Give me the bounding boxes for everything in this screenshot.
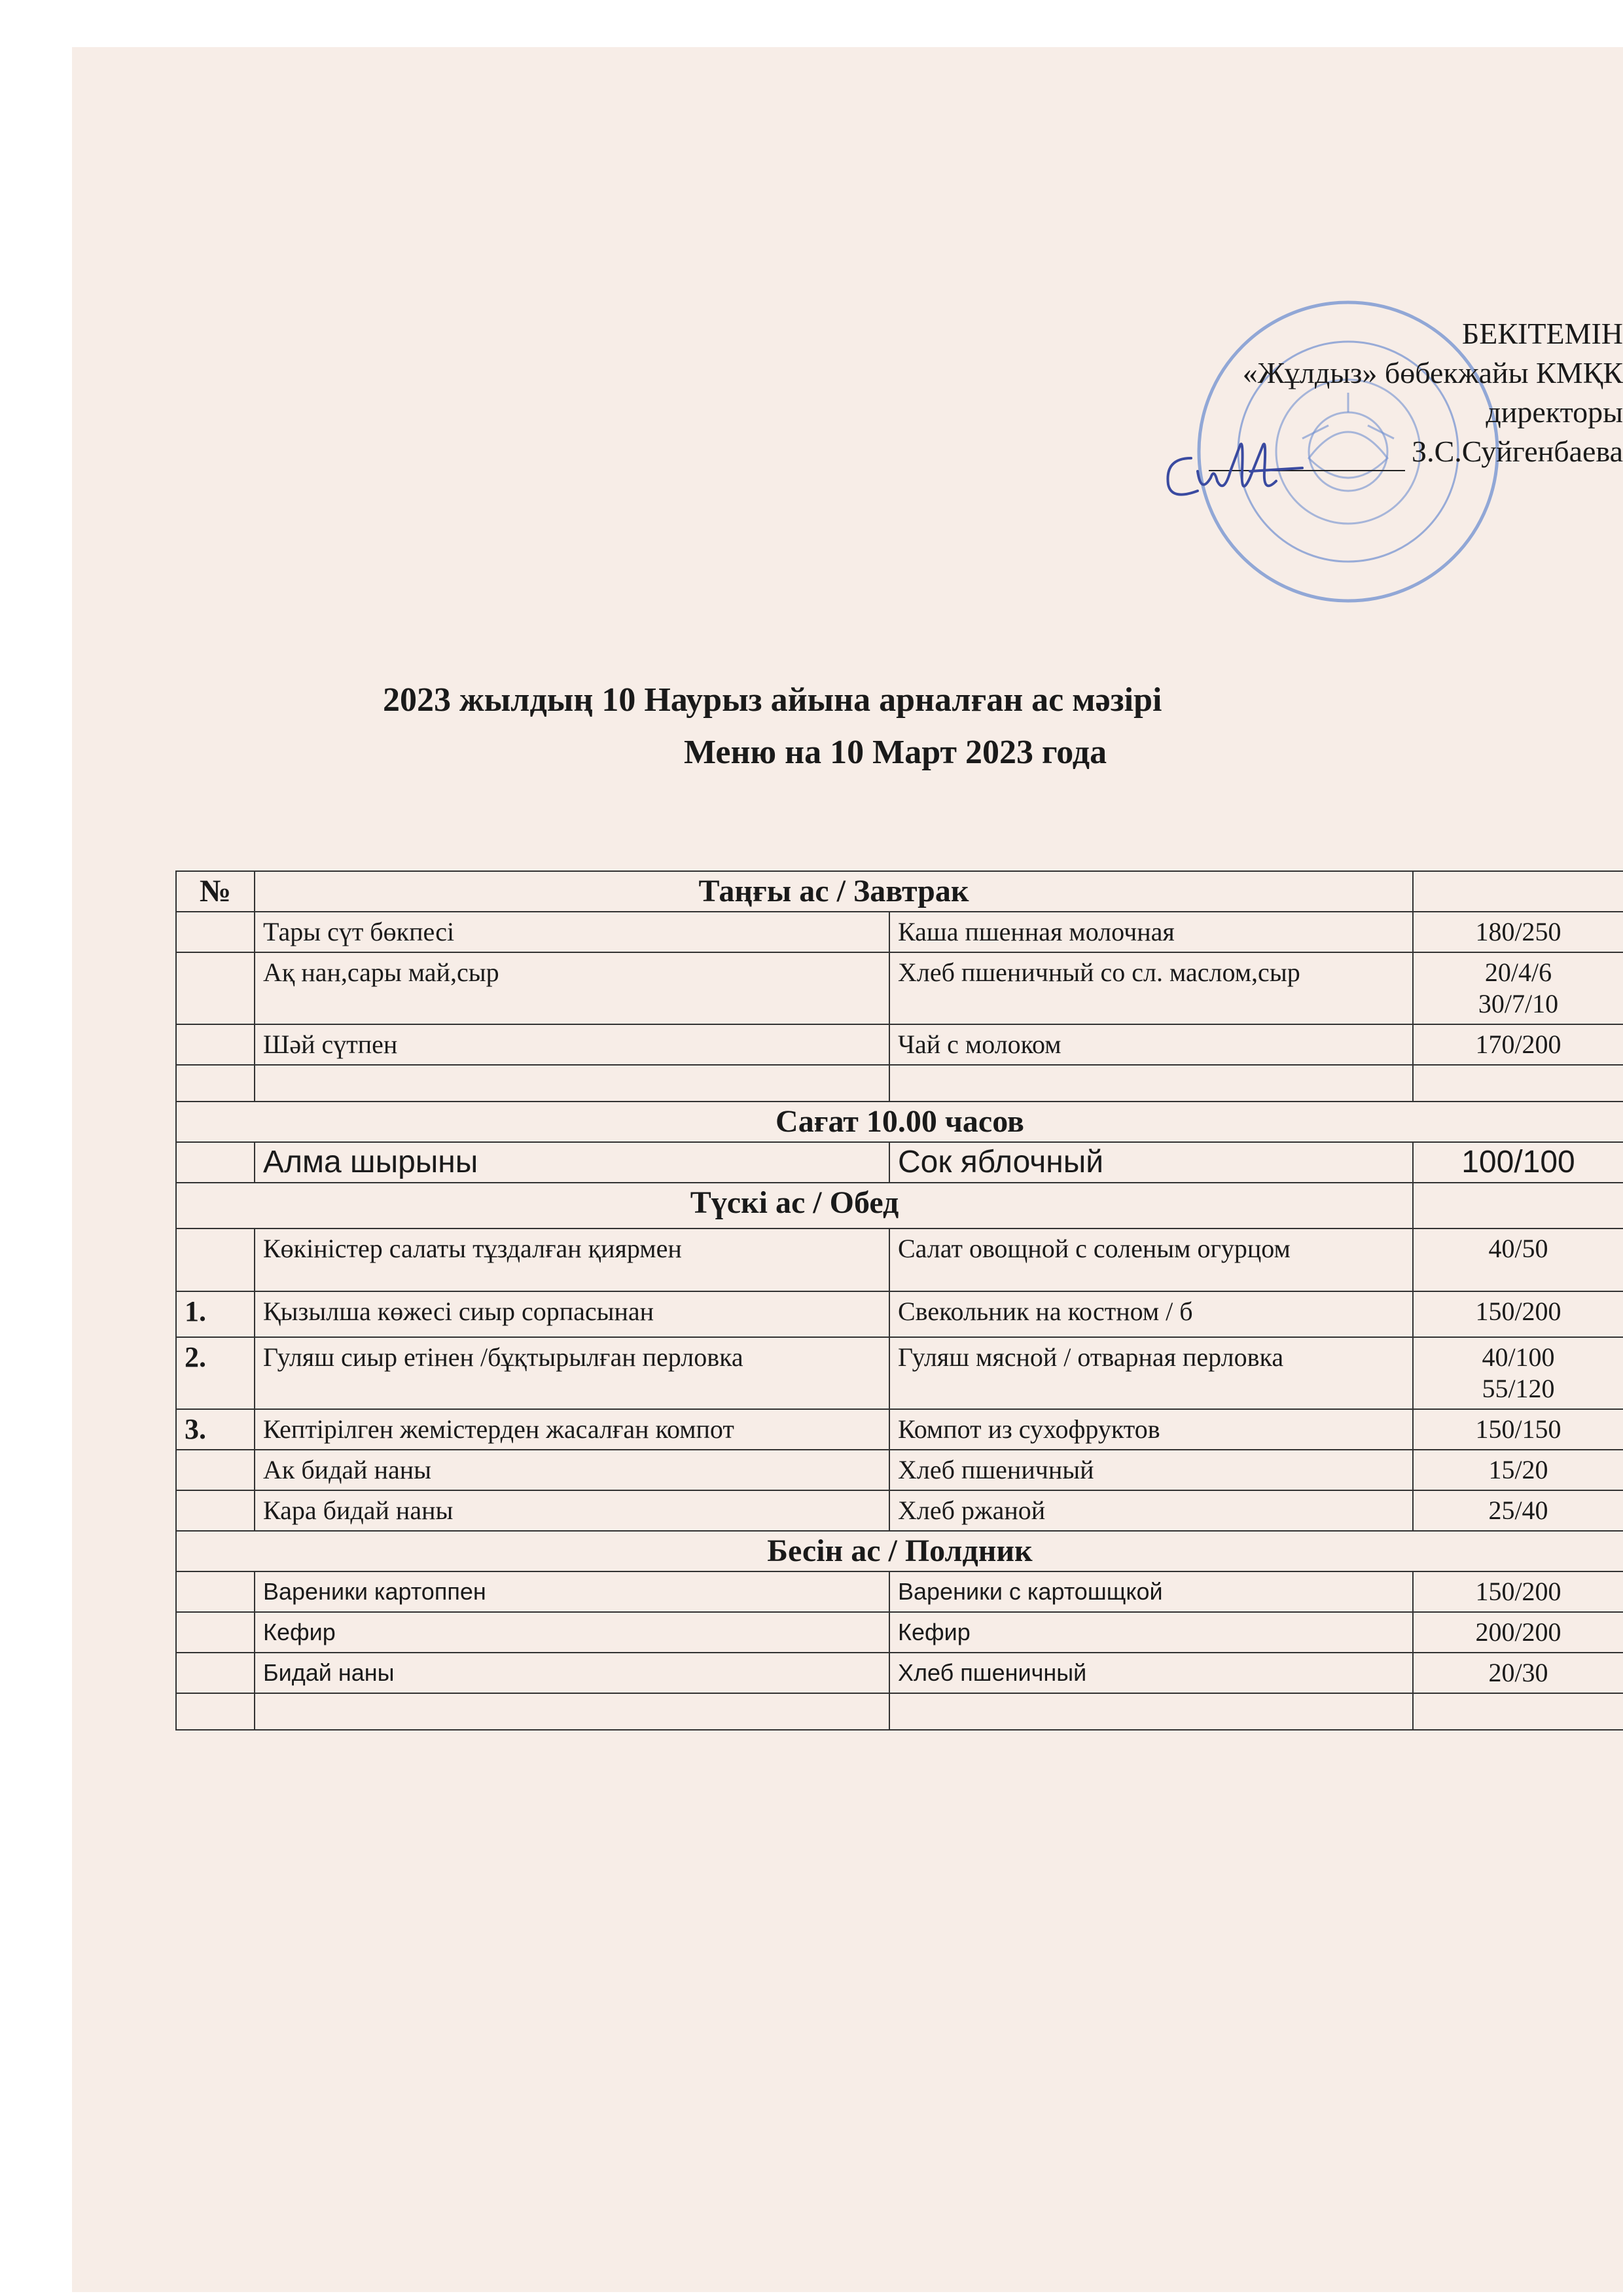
dish-weight: 150/200 (1413, 1291, 1623, 1337)
dish-kz: Ак бидай наны (255, 1450, 889, 1490)
title-kazakh: 2023 жылдың 10 Наурыз айына арналған ас мәзірі (383, 681, 1162, 719)
table-row (176, 1024, 1623, 1065)
dish-weight: 200/200 (1413, 1612, 1623, 1653)
breakfast-header: Таңғы ас / Завтрак (255, 871, 1413, 912)
row-number: 1. (176, 1291, 255, 1337)
dish-ru: Сок яблочный (889, 1142, 1413, 1183)
dish-weight: 40/50 (1413, 1229, 1623, 1291)
number-column-header: № (176, 871, 255, 912)
dish-ru: Свекольник на костном / б (889, 1291, 1413, 1337)
handwritten-signature (1152, 432, 1322, 511)
title-russian: Меню на 10 Март 2023 года (684, 734, 1107, 771)
row-number: 3. (176, 1409, 255, 1450)
dish-ru: Каша пшенная молочная (889, 912, 1413, 952)
approval-organization: «Жұлдыз» бөбекжайы КМҚК (1242, 356, 1623, 389)
dish-weight: 180/250 (1413, 912, 1623, 952)
menu-table (175, 870, 1623, 1731)
dish-kz: Ақ нан,сары май,сыр (255, 952, 889, 1024)
dish-ru: Хлеб ржаной (889, 1490, 1413, 1531)
dish-kz: Бидай наны (255, 1653, 889, 1693)
dish-weight: 15/20 (1413, 1450, 1623, 1490)
dish-weight: 150/200 (1413, 1571, 1623, 1612)
dish-kz: Шәй сүтпен (255, 1024, 889, 1065)
empty-row (176, 1693, 1623, 1730)
table-row (176, 1409, 1623, 1450)
row-number: 2. (176, 1337, 255, 1409)
table-row (176, 1142, 1623, 1183)
dish-weight: 20/30 (1413, 1653, 1623, 1693)
dish-kz: Кара бидай наны (255, 1490, 889, 1531)
dish-ru: Кефир (889, 1612, 1413, 1653)
dish-ru: Салат овощной с соленым огурцом (889, 1229, 1413, 1291)
dish-kz: Көкіністер салаты тұздалған қиярмен (255, 1229, 889, 1291)
lunch-header-row (176, 1183, 1623, 1229)
table-row (176, 1337, 1623, 1409)
table-row (176, 1490, 1623, 1531)
dish-ru: Хлеб пшеничный (889, 1450, 1413, 1490)
table-row (176, 1571, 1623, 1612)
approval-name: З.С.Суйгенбаева (1412, 435, 1623, 468)
dish-ru: Компот из сухофруктов (889, 1409, 1413, 1450)
snack-header-row (176, 1102, 1623, 1142)
dish-kz: Тары сүт бөкпесі (255, 912, 889, 952)
table-row (176, 1450, 1623, 1490)
dish-kz: Кептірілген жемістерден жасалған компот (255, 1409, 889, 1450)
table-row (176, 1612, 1623, 1653)
lunch-header: Түскі ас / Обед (176, 1183, 1413, 1229)
dish-weight: 100/100 (1413, 1142, 1623, 1183)
breakfast-header-row (176, 871, 1623, 912)
dish-ru: Чай с молоком (889, 1024, 1413, 1065)
empty-row (176, 1065, 1623, 1102)
dish-kz: Гуляш сиыр етінен /бұқтырылған перловка (255, 1337, 889, 1409)
dish-weight: 20/4/6 30/7/10 (1413, 952, 1623, 1024)
dish-ru: Хлеб пшеничный (889, 1653, 1413, 1693)
document-title (0, 674, 1623, 779)
dish-weight: 150/150 (1413, 1409, 1623, 1450)
dish-kz: Алма шырыны (255, 1142, 889, 1183)
afternoon-header-row (176, 1531, 1623, 1571)
snack-header: Сағат 10.00 часов (176, 1102, 1623, 1142)
dish-weight: 25/40 (1413, 1490, 1623, 1531)
dish-weight: 40/100 55/120 (1413, 1337, 1623, 1409)
table-row (176, 1653, 1623, 1693)
table-row (176, 1291, 1623, 1337)
afternoon-header: Бесін ас / Полдник (176, 1531, 1623, 1571)
approval-heading: БЕКІТЕМІН (1461, 317, 1623, 350)
dish-weight: 170/200 (1413, 1024, 1623, 1065)
dish-ru: Хлеб пшеничный со сл. маслом,сыр (889, 952, 1413, 1024)
table-row (176, 952, 1623, 1024)
dish-ru: Вареники с картошщкой (889, 1571, 1413, 1612)
table-row (176, 912, 1623, 952)
dish-kz: Қызылша көжесі сиыр сорпасынан (255, 1291, 889, 1337)
dish-kz: Кефир (255, 1612, 889, 1653)
dish-kz: Вареники картоппен (255, 1571, 889, 1612)
dish-ru: Гуляш мясной / отварная перловка (889, 1337, 1413, 1409)
table-row (176, 1229, 1623, 1291)
approval-position: директоры (1486, 395, 1623, 429)
